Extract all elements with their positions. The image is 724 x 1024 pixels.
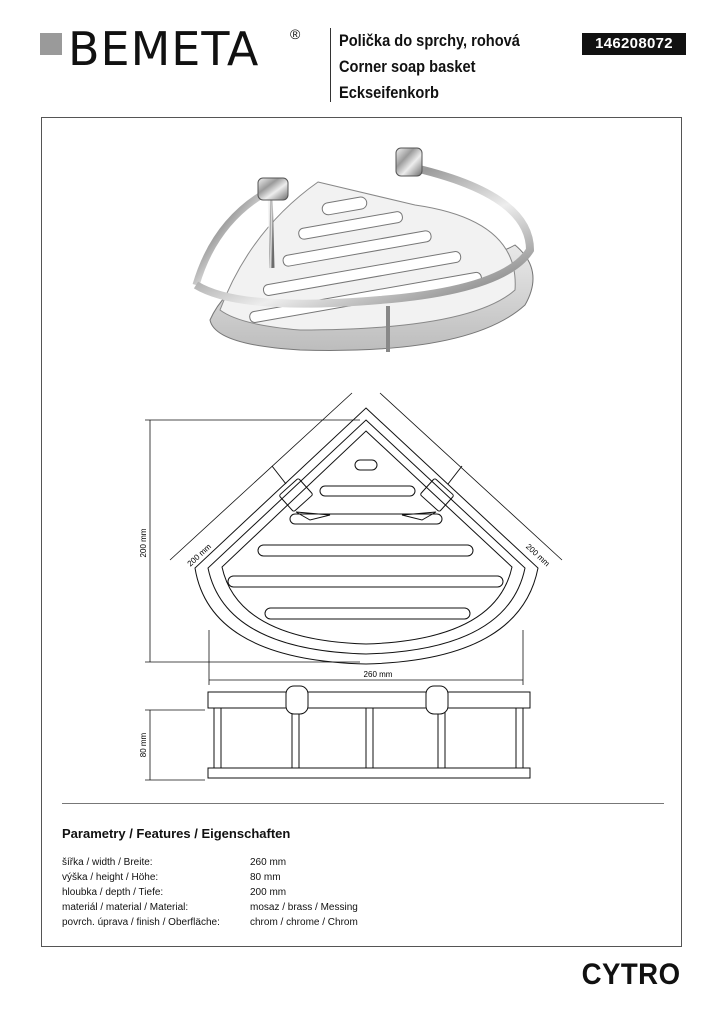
feature-row xyxy=(62,885,358,900)
title-de: Eckseifenkorb xyxy=(339,83,439,102)
feature-value: mosaz / brass / Messing xyxy=(250,902,358,913)
side-view-drawing xyxy=(208,686,530,778)
feature-row xyxy=(62,915,358,930)
feature-value: chrom / chrome / Chrom xyxy=(250,917,358,928)
dim-top-left: 200 mm xyxy=(185,542,213,569)
title-cz: Polička do sprchy, rohová xyxy=(339,31,520,50)
title-en: Corner soap basket xyxy=(339,57,476,76)
brand-name: BEMETA xyxy=(68,22,260,76)
product-photo xyxy=(196,148,533,352)
model-name: CYTRO xyxy=(581,958,680,991)
product-code: 146208072 xyxy=(582,33,686,55)
features-divider xyxy=(62,803,664,804)
dim-top-height: 200 mm xyxy=(139,528,148,558)
feature-label: výška / height / Höhe: xyxy=(62,872,159,883)
dim-side-height: 80 mm xyxy=(139,732,148,758)
feature-row xyxy=(62,855,358,870)
feature-label: hloubka / depth / Tiefe: xyxy=(62,887,164,898)
feature-row xyxy=(62,900,358,915)
feature-label: povrch. úprava / finish / Oberfläche: xyxy=(62,917,220,928)
feature-value: 80 mm xyxy=(250,872,281,883)
feature-value: 200 mm xyxy=(250,887,287,898)
features-heading: Parametry / Features / Eigenschaften xyxy=(62,826,291,841)
feature-row xyxy=(62,870,358,885)
dim-top-right: 200 mm xyxy=(524,542,552,569)
top-view-drawing xyxy=(195,408,538,664)
feature-label: šířka / width / Breite: xyxy=(62,857,153,868)
feature-label: materiál / material / Material: xyxy=(62,902,189,913)
features-table xyxy=(62,855,358,930)
registered-mark: ® xyxy=(290,26,301,42)
feature-value: 260 mm xyxy=(250,857,287,868)
dim-width: 260 mm xyxy=(363,670,393,679)
